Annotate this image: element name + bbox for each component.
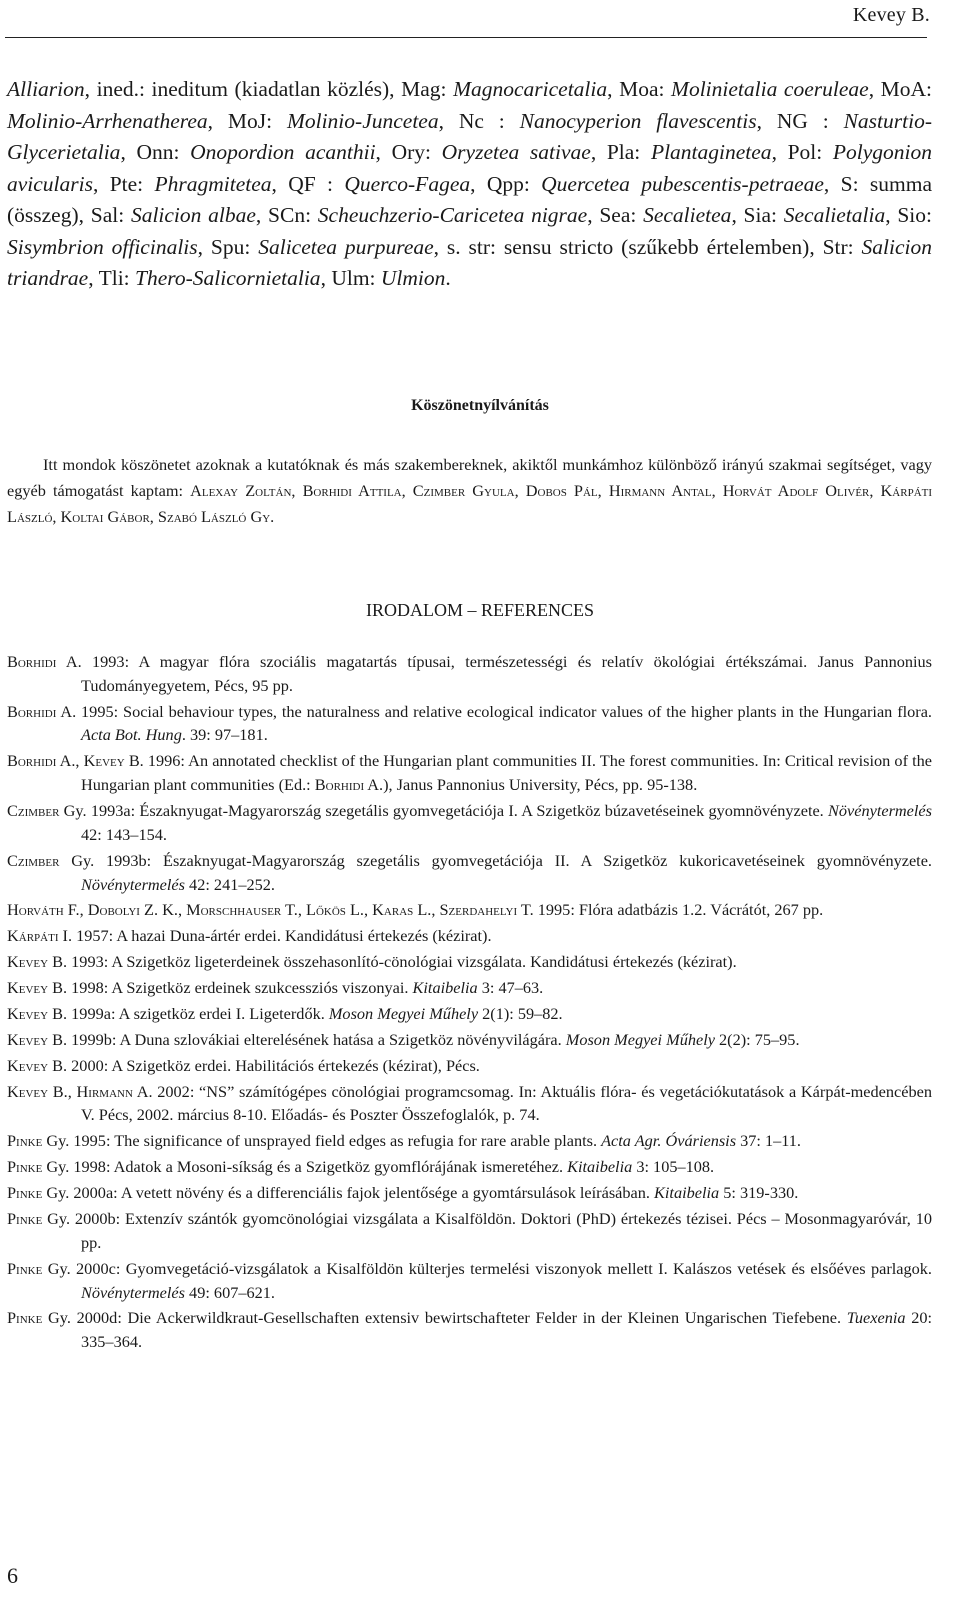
text-run: Gy. 1993a: Északnyugat-Magyarország szegetális gyomvegetációja I. A Szigetköz búzavetéseinek gyomnövényzete. bbox=[59, 801, 829, 821]
text-run: . 39: 97–181. bbox=[181, 725, 268, 745]
text-run: , Moa: bbox=[607, 77, 672, 101]
text-run: A. 2002: “NS” számítógépes cönológiai programcsomag. In: Aktuális flóra- és vegetációkutatások a Kárpát-medencében V. Pécs, 2002. március 8-10. Előadás- és Poszter Összefoglalók, p. 74. bbox=[81, 1081, 932, 1125]
italic-term: Növénytermelés bbox=[828, 801, 932, 821]
text-run: , MoJ: bbox=[207, 108, 287, 133]
text-run: Gy. 1993b: Északnyugat-Magyarország szegetális gyomvegetációja II. A Szigetköz kukoricavetéseinek gyomnövényzete. bbox=[59, 850, 932, 870]
reference-entry bbox=[7, 950, 932, 974]
italic-term: Molinietalia coeruleae bbox=[671, 77, 869, 101]
text-run: L., bbox=[413, 900, 440, 920]
page-number: 6 bbox=[7, 1563, 18, 1588]
text-run: , bbox=[514, 481, 526, 500]
author-name: Kárpáti bbox=[7, 926, 59, 946]
reference-entry bbox=[7, 650, 932, 698]
reference-entry bbox=[7, 1002, 932, 1026]
author-name: Szerdahelyi bbox=[439, 900, 518, 920]
text-run: 2(1): 59–82. bbox=[478, 1004, 563, 1023]
italic-term: Salicion albae bbox=[130, 203, 256, 227]
text-run: , Ory: bbox=[375, 140, 442, 164]
text-run: , Ulm: bbox=[320, 266, 381, 290]
reference-entry bbox=[7, 1306, 932, 1354]
text-run: Gy. 2000b: Extenzív szántók gyomcönológiai vizsgálata a Kisalföldön. Doktori (PhD) értekezés tézisei. Pécs – Mosonmagyaróvár, 10 pp. bbox=[42, 1209, 932, 1252]
author-name: Kevey bbox=[7, 952, 49, 972]
author-name: Borhidi bbox=[314, 775, 365, 795]
text-run: 42: 143–154. bbox=[81, 824, 167, 844]
reference-entry bbox=[7, 898, 932, 922]
italic-term: Scheuchzerio-Caricetea nigrae bbox=[317, 203, 588, 227]
author-name: Hirmann Antal bbox=[608, 481, 712, 500]
author-name: Borhidi Attila bbox=[302, 481, 402, 500]
author-name: Czimber bbox=[7, 801, 60, 821]
text-run: , SCn: bbox=[255, 203, 318, 227]
italic-term: Phragmitetea bbox=[154, 171, 272, 196]
text-run: A., bbox=[56, 751, 84, 771]
author-name: Kevey bbox=[7, 1004, 49, 1023]
text-run: A. 1993: A magyar flóra szociális magatartás típusai, természetességi és relatív ökológiai értékszámai. Janus Pannonius Tudományegyetem, Pécs, 95 pp. bbox=[56, 652, 932, 695]
text-run: , Tli: bbox=[88, 266, 136, 290]
text-run: , Pla: bbox=[590, 140, 651, 164]
italic-term: Kitaibelia bbox=[567, 1157, 633, 1177]
author-name: Pinke bbox=[7, 1308, 43, 1328]
text-run: , bbox=[401, 481, 413, 500]
author-name: Kárpáti László bbox=[7, 481, 933, 526]
text-run: 2(2): 75–95. bbox=[714, 1029, 800, 1049]
text-run: Gy. 1998: Adatok a Mosoni-síkság és a Szigetköz gyomflórájának ismeretéhez. bbox=[42, 1157, 568, 1177]
text-run: , bbox=[869, 481, 881, 500]
author-name: Alexay Zoltán bbox=[190, 481, 292, 500]
text-run: A. 1995: Social behaviour types, the naturalness and relative ecological indicator values of the higher plants in the Hungarian flora. bbox=[56, 701, 932, 721]
text-run: , bbox=[52, 507, 61, 526]
italic-term: Sisymbrion officinalis bbox=[7, 234, 198, 259]
text-run: , QF : bbox=[271, 171, 345, 196]
author-name: Borhidi bbox=[7, 751, 57, 771]
references-heading: IRODALOM – REFERENCES bbox=[365, 600, 594, 620]
header-rule bbox=[5, 37, 927, 38]
reference-entry bbox=[7, 1155, 932, 1179]
author-name: Kevey bbox=[7, 1029, 49, 1049]
reference-entry bbox=[7, 749, 932, 797]
text-run: 20: 335–364. bbox=[81, 1308, 932, 1352]
reference-entry bbox=[7, 1080, 932, 1128]
text-run: , ined.: ineditum (kiadatlan közlés), Mag: bbox=[84, 77, 454, 101]
text-run: T. 1995: Flóra adatbázis 1.2. Vácrátót, 267 pp. bbox=[517, 900, 824, 920]
author-name: Lőkös bbox=[306, 900, 346, 920]
acknowledgement-heading: Köszönetnyílvánítás bbox=[411, 397, 549, 414]
author-name: Pinke bbox=[7, 1157, 43, 1177]
reference-entry bbox=[7, 799, 932, 847]
text-run: B. 1996: An annotated checklist of the Hungarian plant communities II. The forest communities. In: Critical revision of the Hungarian plant communities (Ed.: bbox=[81, 751, 933, 795]
text-run: Z. K., bbox=[139, 900, 187, 920]
italic-term: Salicion triandrae bbox=[7, 234, 932, 290]
reference-entry bbox=[7, 700, 932, 748]
italic-term: Kitaibelia bbox=[654, 1183, 720, 1203]
text-run: Itt mondok köszönetet azoknak a kutatóknak és más szakembereknek, akiktől munkámhoz különböző irányú szakmai segítséget, vagy egyéb támogatást kaptam: bbox=[7, 455, 932, 500]
italic-term: Onopordion acanthii bbox=[190, 140, 376, 164]
author-name: Szabó László Gy bbox=[157, 507, 271, 526]
author-name: Pinke bbox=[7, 1258, 43, 1278]
text-run: , Spu: bbox=[197, 234, 259, 259]
text-run: L., bbox=[345, 900, 373, 920]
abbreviations-paragraph bbox=[7, 74, 932, 295]
text-run: 42: 241–252. bbox=[184, 874, 275, 894]
text-run: Gy. 2000c: Gyomvegetáció-vizsgálatok a Kisalföldön külterjes termelési viszonyok mellett I. Kalászos vetések és elsőéves parlagok. bbox=[42, 1258, 932, 1278]
text-run: B., bbox=[48, 1081, 77, 1101]
italic-term: Secalietea bbox=[643, 203, 732, 227]
italic-term: Querco-Fagea bbox=[344, 171, 471, 196]
text-run: , bbox=[711, 481, 723, 500]
italic-term: Alliarion bbox=[7, 77, 85, 101]
text-run: 3: 47–63. bbox=[477, 978, 544, 998]
text-run: , S: summa (összeg), Sal: bbox=[7, 171, 932, 227]
text-run: F., bbox=[63, 900, 88, 920]
text-run: B. 1999a: A szigetköz erdei I. Ligeterdők. bbox=[48, 1004, 329, 1023]
text-run: , Pte: bbox=[93, 171, 155, 196]
text-run: A.), Janus Pannonius University, Pécs, pp. 95-138. bbox=[364, 775, 698, 795]
text-run: , bbox=[597, 481, 609, 500]
italic-term: Quercetea pubescentis-petraeae bbox=[541, 171, 824, 196]
italic-term: Acta Bot. Hung bbox=[81, 725, 182, 745]
text-run: , Sea: bbox=[587, 203, 644, 227]
italic-term: Nanocyperion flavescentis bbox=[519, 108, 757, 133]
reference-entry bbox=[7, 976, 932, 1000]
acknowledgement-paragraph bbox=[7, 452, 932, 530]
italic-term: Moson Megyei Műhely bbox=[565, 1029, 715, 1049]
reference-entry bbox=[7, 1054, 932, 1078]
reference-entry bbox=[7, 1207, 932, 1255]
italic-term: Plantaginetea bbox=[650, 140, 772, 164]
reference-entry bbox=[7, 1028, 932, 1052]
text-run: , Qpp: bbox=[470, 171, 542, 196]
italic-term: Polygonion avicularis bbox=[7, 140, 933, 196]
reference-entry bbox=[7, 1257, 932, 1305]
italic-term: Secalietalia bbox=[783, 203, 886, 227]
reference-list bbox=[7, 650, 932, 1356]
reference-entry bbox=[7, 1129, 932, 1153]
text-run: , bbox=[149, 507, 158, 526]
text-run: 5: 319-330. bbox=[719, 1183, 799, 1203]
author-name: Morschhauser bbox=[186, 900, 282, 920]
author-name: Kevey bbox=[7, 1081, 49, 1101]
author-name: Karas bbox=[372, 900, 414, 920]
author-name: Czimber Gyula bbox=[412, 481, 515, 500]
text-run: 37: 1–11. bbox=[736, 1131, 802, 1151]
author-name: Koltai Gábor bbox=[60, 507, 150, 526]
italic-term: Magnocaricetalia bbox=[453, 77, 608, 101]
running-head: Kevey B. bbox=[852, 4, 930, 26]
text-run: Gy. 1995: The significance of unsprayed field edges as refugia for rare arable plants. bbox=[42, 1131, 602, 1151]
author-name: Pinke bbox=[7, 1209, 43, 1229]
text-run: Gy. 2000d: Die Ackerwildkraut-Gesellschaften extensiv bewirtschafteter Felder in der Kleinen Ungarischen Tiefebene. bbox=[42, 1308, 847, 1328]
author-name: Horvát Adolf Olivér bbox=[722, 481, 870, 500]
italic-term: Ulmion bbox=[380, 266, 446, 290]
italic-term: Salicetea purpureae bbox=[258, 234, 434, 259]
italic-term: Thero-Salicornietalia bbox=[135, 266, 321, 290]
author-name: Pinke bbox=[7, 1183, 43, 1203]
text-run: , bbox=[291, 481, 303, 500]
text-run: , MoA: bbox=[868, 77, 933, 101]
italic-term: Acta Agr. Óváriensis bbox=[601, 1131, 737, 1151]
text-run: , Sio: bbox=[885, 203, 932, 227]
text-run: Gy. 2000a: A vetett növény és a differenciális fajok jelentősége a gyomtársulások leírásában. bbox=[42, 1183, 655, 1203]
author-name: Horváth bbox=[7, 900, 64, 920]
author-name: Kevey bbox=[7, 1055, 49, 1075]
text-run: , NG : bbox=[756, 108, 844, 133]
italic-term: Molinio-Juncetea bbox=[286, 108, 439, 133]
author-name: Dobolyi bbox=[87, 900, 140, 920]
text-run: , Onn: bbox=[120, 140, 191, 164]
author-name: Dobos Pál bbox=[525, 481, 598, 500]
reference-entry bbox=[7, 1181, 932, 1205]
text-run: B. 2000: A Szigetköz erdei. Habilitációs értekezés (kézirat), Pécs. bbox=[48, 1055, 480, 1075]
text-run: . bbox=[445, 266, 451, 290]
text-run: B. 1999b: A Duna szlovákiai elterelésének hatása a Szigetköz növényvilágára. bbox=[48, 1029, 566, 1049]
text-run: , s. str: sensu stricto (szűkebb értelemben), Str: bbox=[433, 234, 862, 259]
text-run: , Nc : bbox=[438, 108, 520, 133]
text-run: , Sia: bbox=[731, 203, 784, 227]
text-run: 3: 105–108. bbox=[632, 1157, 715, 1177]
text-run: . bbox=[270, 507, 275, 526]
text-run: T., bbox=[281, 900, 307, 920]
author-name: Kevey bbox=[83, 751, 125, 771]
italic-term: Nasturtio-Glycerietalia bbox=[7, 108, 932, 164]
italic-term: Oryzetea sativae bbox=[441, 140, 591, 164]
reference-entry bbox=[7, 849, 932, 897]
reference-entry bbox=[7, 924, 932, 948]
text-run: B. 1993: A Szigetköz ligeterdeinek összehasonlító-cönológiai vizsgálata. Kandidátusi értekezés (kézirat). bbox=[48, 952, 737, 972]
author-name: Czimber bbox=[7, 850, 60, 870]
author-name: Borhidi bbox=[7, 652, 57, 671]
author-name: Hirmann bbox=[76, 1081, 133, 1101]
author-name: Kevey bbox=[7, 978, 49, 998]
text-run: B. 1998: A Szigetköz erdeinek szukcessziós viszonyai. bbox=[48, 978, 413, 998]
author-name: Borhidi bbox=[7, 701, 57, 721]
italic-term: Kitaibelia bbox=[412, 978, 478, 998]
text-run: , Pol: bbox=[771, 140, 833, 164]
italic-term: Moson Megyei Műhely bbox=[328, 1004, 479, 1023]
text-run: 49: 607–621. bbox=[184, 1282, 275, 1302]
author-name: Pinke bbox=[7, 1131, 43, 1151]
italic-term: Molinio-Arrhenatherea bbox=[7, 108, 208, 133]
italic-term: Növénytermelés bbox=[81, 1282, 185, 1302]
italic-term: Növénytermelés bbox=[81, 874, 185, 894]
italic-term: Tuexenia bbox=[846, 1308, 906, 1328]
text-run: I. 1957: A hazai Duna-ártér erdei. Kandidátusi értekezés (kézirat). bbox=[58, 926, 492, 946]
